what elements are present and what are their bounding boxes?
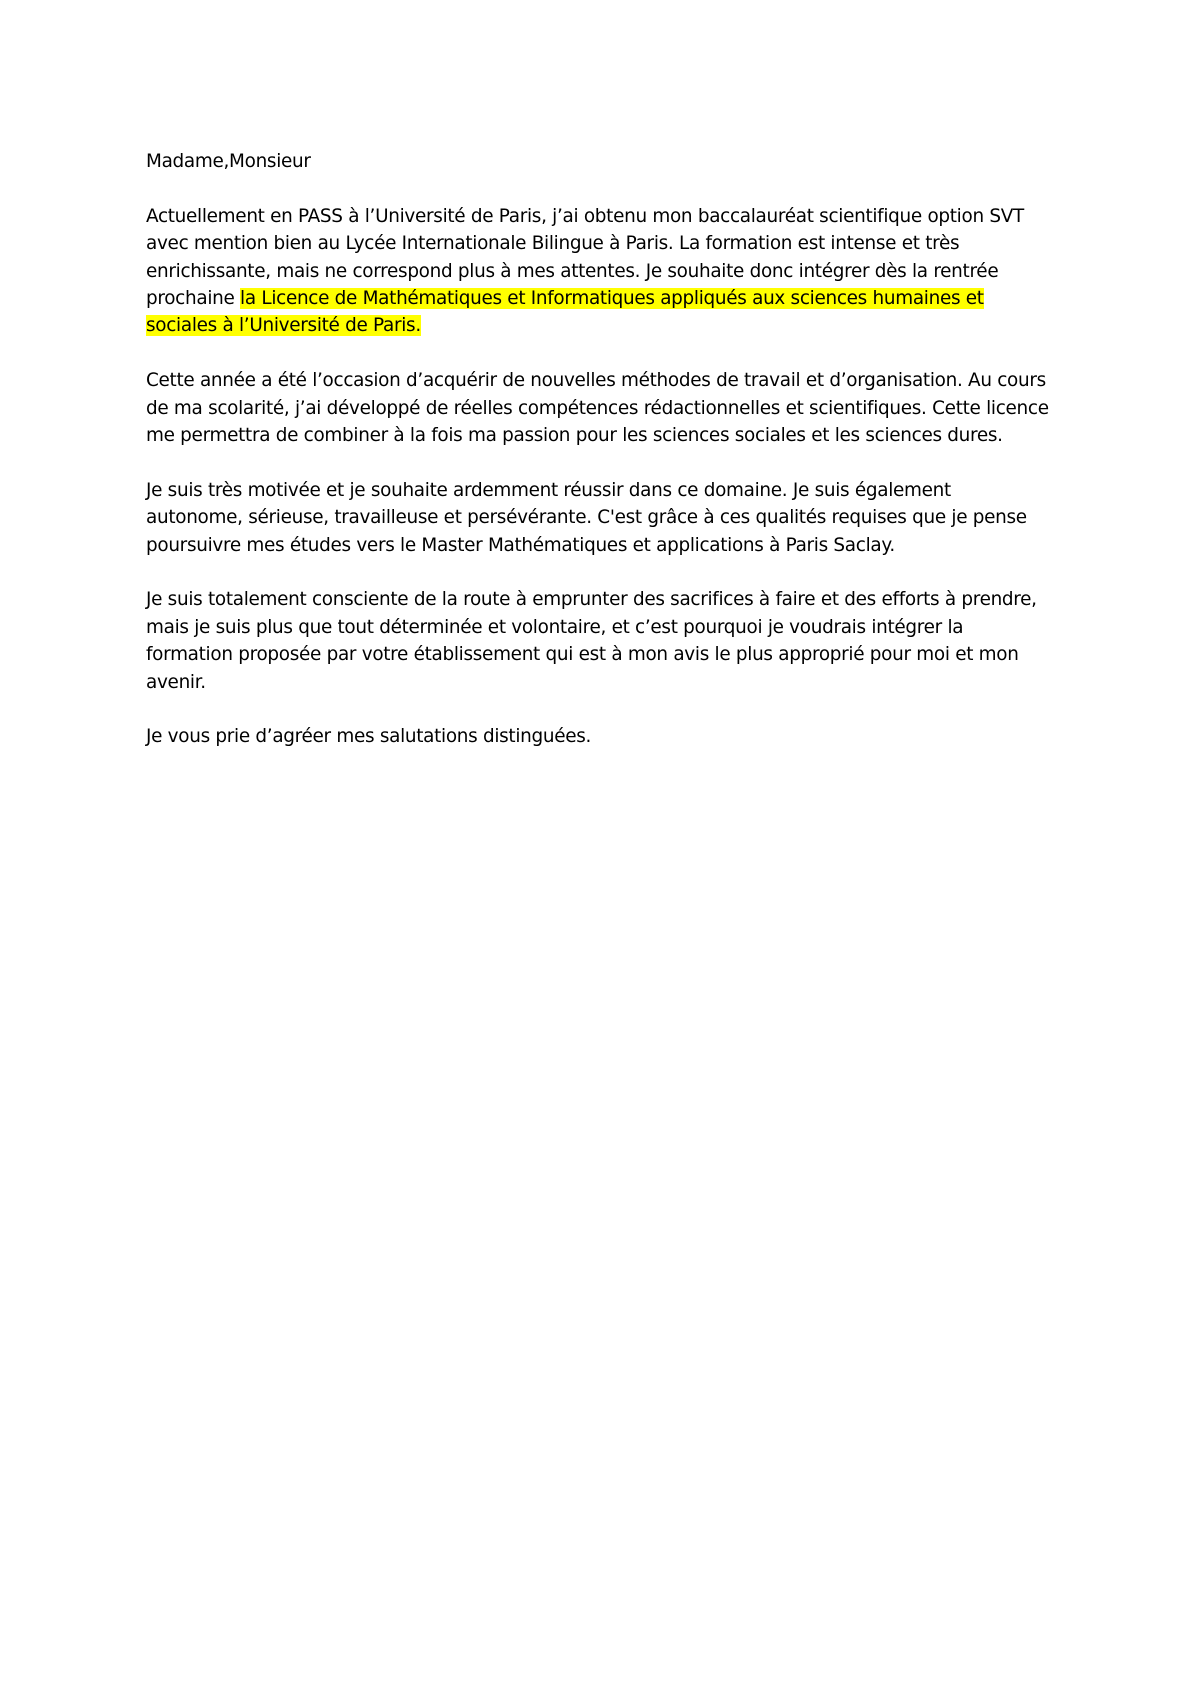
text-line: mais je suis plus que tout déterminée et volontaire, et c’est pourquoi je voudrais intégrer la — [146, 616, 964, 638]
text-line: prochaine — [146, 288, 241, 310]
text-line: autonome, sérieuse, travailleuse et persévérante. C'est grâce à ces qualités requises que je pense — [146, 507, 1027, 529]
text-line: Actuellement en PASS à l’Université de Paris, j’ai obtenu mon baccalauréat scientifique option SVT — [146, 205, 1024, 227]
letter-body — [146, 148, 1086, 778]
salutation-text: Madame,Monsieur — [146, 151, 311, 172]
salutation — [146, 148, 1086, 175]
highlighted-text: la Licence de Mathématiques et Informatiques appliqués aux sciences humaines et — [240, 288, 984, 310]
text-line: avec mention bien au Lycée Internationale Bilingue à Paris. La formation est intense et très — [146, 233, 960, 255]
text-line: de ma scolarité, j’ai développé de réelles compétences rédactionnelles et scientifiques. Cette licence — [146, 397, 1049, 419]
text-line: formation proposée par votre établissement qui est à mon avis le plus approprié pour moi et mon — [146, 644, 1019, 666]
paragraph-skills — [146, 367, 1086, 449]
paragraph-commitment — [146, 586, 1086, 696]
text-line: me permettra de combiner à la fois ma passion pour les sciences sociales et les sciences dures. — [146, 425, 1003, 447]
text-line: Je suis totalement consciente de la route à emprunter des sacrifices à faire et des efforts à prendre, — [146, 589, 1037, 611]
closing-text: Je vous prie d’agréer mes salutations distinguées. — [146, 726, 592, 748]
text-line: avenir. — [146, 671, 206, 693]
text-line: Cette année a été l’occasion d’acquérir de nouvelles méthodes de travail et d’organisation. Au cours — [146, 370, 1046, 392]
text-line: poursuivre mes études vers le Master Mathématiques et applications à Paris Saclay. — [146, 534, 895, 556]
text-line: enrichissante, mais ne correspond plus à mes attentes. Je souhaite donc intégrer dès la rentrée — [146, 260, 999, 282]
highlighted-text: sociales à l’Université de Paris. — [146, 315, 421, 337]
closing — [146, 723, 1086, 750]
paragraph-intro — [146, 203, 1086, 340]
text-line: Je suis très motivée et je souhaite ardemment réussir dans ce domaine. Je suis également — [146, 479, 951, 501]
paragraph-motivation — [146, 477, 1086, 559]
